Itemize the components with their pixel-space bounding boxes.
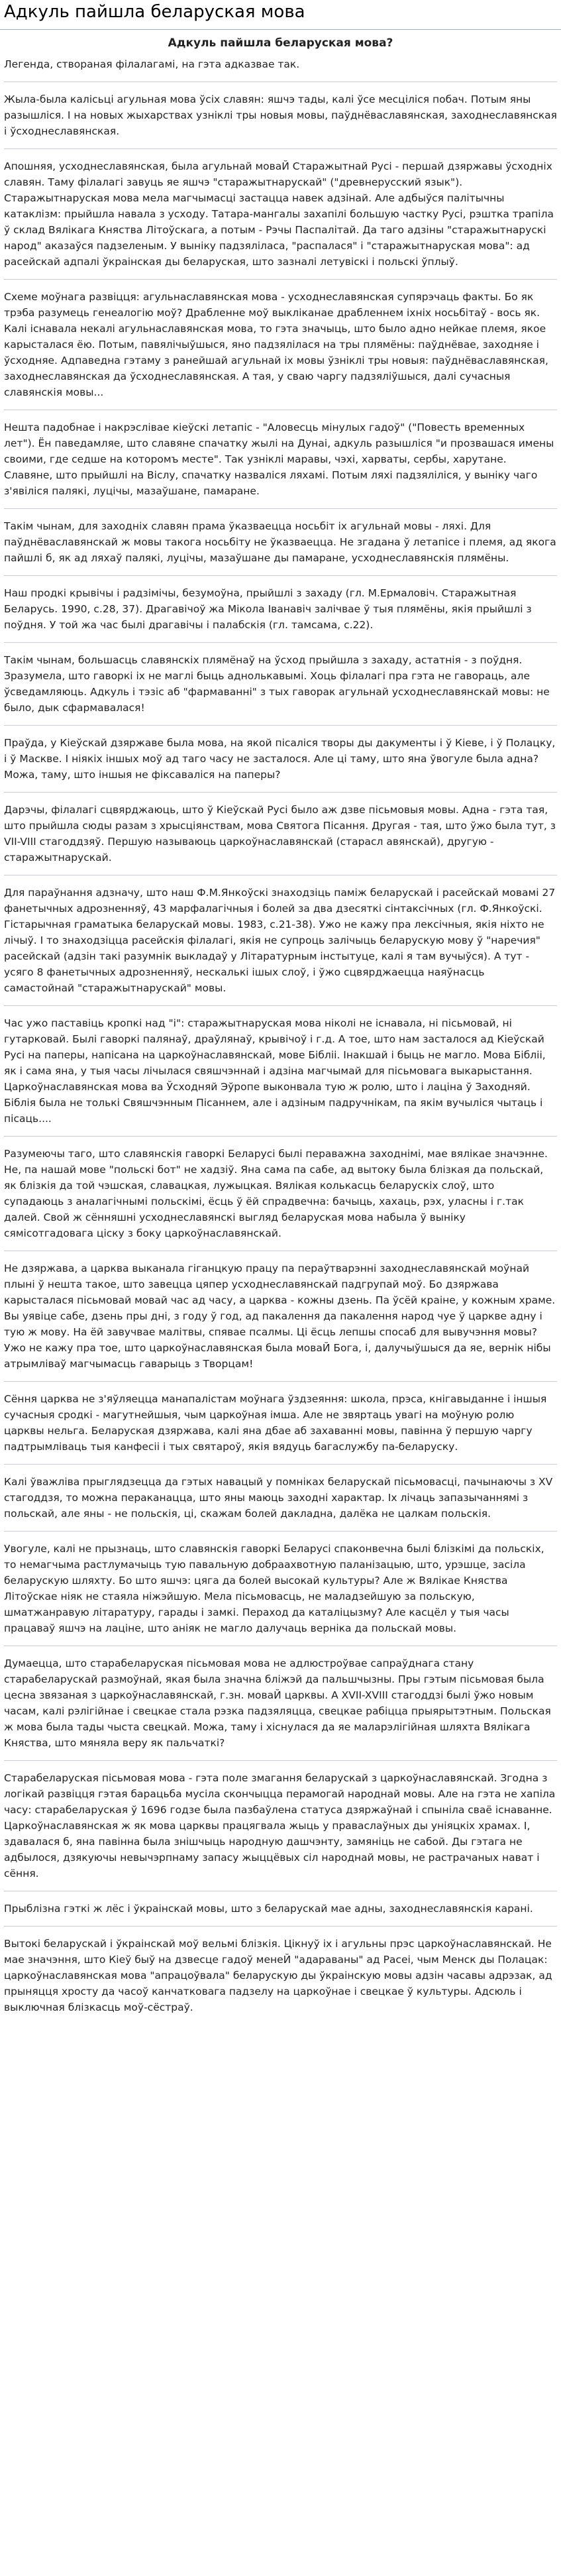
paragraph-12: Час ужо паставіць кропкі над "і": старажытнаруская мова ніколі не існавала, ні пісьмовай, ні гутарковай. Былі гаворкі палянаў, драўлянаў, крывічоў і г.д. А тое, што нам засталося ад Кіеўскай Русі на паперы, напісана на царкоўнаславянскай, мове Бібліі. Інакшай і быць не магло. Мова Бібліі, як і сама яна, у тыя часы лічылася свяшчэннай і адзіна магчымай для пісьмовага выкарыстання. Царкоўнаславянская мова ва Ўсходняй Эўропе выконвала тую ж ролю, што і лаціна ў Заходняй. Біблія была не толькі Свяшчэнным Пісаннем, але і адзіным падручнікам, па якім вучыліся чытаць і пісаць.... [4, 1017, 546, 1125]
paragraph-1: Легенда, створаная філалагамі, на гэта адказвае так. [4, 58, 300, 70]
divider [4, 725, 557, 726]
divider [4, 1464, 557, 1465]
paragraph-5: Нешта падобнае і накрэсліваe кіеўскі летапіс - "Аловесць мінулых гадоў" ("Повесть временных лет"). Ён паведамляе, што славяне спачатку жылі на Дунаі, адкуль разышліся "и прозвашася имены своими, где седше на которомъ месте". Так узніклі маравы, чэхі, харваты, сербы, харутане. Славяне, што прыйшлі на Віслу, спачатку назваліся ляхамі. Потым ляхі падзяліліся, у выніку чаго з'явіліся палякі, луцічы, мазаўшане, памаране. [4, 421, 554, 497]
paragraph-2: Жыла-была калісьці агульная мова ўсіх славян: яшчэ тады, калі ўсе месціліся побач. Потым яны разышліся. І на новых жыхарствах узніклі тры новыя мовы, паўднёваславянская, заходнеславянская і ўсходнеславянская. [4, 93, 558, 137]
divider [4, 1531, 557, 1532]
paragraph-7: Наш продкі крывічы і радзімічы, безумоўна, прыйшлі з захаду (гл. М.Ермаловіч. Старажытная Беларусь. 1990, с.28, 37). Драгавічоў жа Мікола Іванавіч залічвае ў тыя плямёны, якія прыйшлі з поўдня. У той жа час былі драгавічы і палабскія (гл. тамсама, с.22). [4, 587, 532, 631]
divider [4, 575, 557, 576]
paragraph-10: Дарэчы, філалагі сцвярджаюць, што ў Кіеўскай Русі было аж дзве пісьмовыя мовы. Адна - гэта тая, што прыйшла сюды разам з хрысціянствам, мова Святога Пісання. Другая - тая, што ўжо была тут, з VII-VIII стагоддзяў. Першую называюць царкоўнаславянскай (старасл авянскай), другую - старажытнарускай. [4, 804, 556, 864]
divider [4, 1760, 557, 1761]
divider [4, 1005, 557, 1006]
paragraph-21: Вытокі беларускай і ўкраінскай моў вельмі блізкія. Цікнуў іх і агульны прэс царкоўнаславянскай. Не мае значэння, што Кіеў быў на дзвесце гадоў менеЙ "адараваны" ад Расеі, чым Менск ды Полацак: царкоўнаславянская мова "апрацоўвала" беларускую ды ўкраінскую мовы адзін часавы адрэзак, ад прыняцця хросту да часоў канчатковага падзелу на царкоўнае і свецкае ў культуры. Адсюль і выключная блізкасць моў-сёстраў. [4, 1938, 552, 2013]
divider [4, 1926, 557, 1927]
divider [4, 508, 557, 509]
paragraph-14: Не дзяржава, а царква выканала гіганцкую працу па пераўтварэнні заходнеславянскай моўнай плыні ў нешта такое, што завецца цяпер усходнеславянскай падгрупай моў. Бо дзяржава карысталася пісьмовай мовай час ад часу, а царква - кожны дзень. Па ўсёй краіне, у кожным храме. Вы уявіце сабе, дзень пры дні, з году ў год, ад пакалення да пакалення народ чуе ў царкве адну і тую ж мову. На ёй завучвае малітвы, спявае псалмы. Ці ёсць лепшы спосаб для вывучэння мовы? Ужо не кажу пра тое, што царкоўнаславянская была моваЙ Бога, і, далучыўшыся да яе, вернік нібы атрымліваў магчымасць гаварыць з Творцам! [4, 1262, 556, 1370]
paragraph-8: Такім чынам, большасць славянскіх плямёнаў на ўсход прыйшла з захаду, астатнія - з поўдня. Зразумела, што гаворкі іх не маглі быць аднолькавымі. Хоць філалагі пра гэта не гавораць, але ўсведамляюць. Адкуль і тэзіс аб "фармаванні" з тых гаворак агульнай усходнеславянскай мовы: не было, дык сфармавалася! [4, 654, 550, 714]
paragraph-6: Такім чынам, для заходніх славян прама ўказваецца носьбіт іх агульнай мовы - ляхі. Для паўднёваславянскай ж мовы такога носьбіту не ўказваецца. Не згадана ў летапісе і племя, ад якога пайшлі б, як ад ляхаў палякі, луцічы, мазаўшане ды памаране, усходнеславянскія плямёны. [4, 520, 556, 564]
paragraph-19: Старабеларуская пісьмовая мова - гэта поле змагання беларускай з царкоўнаславянскай. Згодна з логікай развіцця гэтая барацьба мусіла скончыцца перамогай народнай мовы. Але на гэта не хапіла часу: старабеларуская ў 1696 годзе была пазбаўлена статуса дзяржаўнай і спыніла сваё існаванне. Царкоўнаславянская ж як мова царквы працягвала жыць у праваслаўных ды уніяцкіх храмах. І, здавалася б, яна павінна была знішчыць народную дашчэнту, замяніць не сабой. Ды гэтага не адбылося, дзякуючы невычэрпнаму запасу жыццёвых сіл народнай мовы, не растрачаных нават і сёння. [4, 1772, 556, 1879]
paragraph-16: Калі ўважліва прыглядзецца да гэтых навацый у помніках беларускай пісьмовасці, пачынаючы з XV стагоддзя, то можна пераканацца, што яны маюць заходні характар. Іх лічаць запазычаннямі з польскай, але яны - не польскія, ці, скажам болей дакладна, далёка не цалкам польскія. [4, 1476, 553, 1520]
article-heading: Адкуль пайшла беларуская мова? [168, 36, 393, 50]
page-title: Адкуль пайшла беларуская мова [0, 0, 561, 30]
divider [4, 1381, 557, 1382]
divider [4, 148, 557, 149]
paragraph-13: Разумеючы таго, што славянскія гаворкі Беларусі былі пераважна заходнімі, мае вялікае значэнне. Не, па нашай мове "польскі бот" не хадзіў. Яна сама па сабе, ад вытоку была блізкая да польскай, як блізкія да той чэшская, славацкая, лужыцкая. Вялікая колькасць беларускіх слоў, што супадаюць з аналагічнымі польскімі, ёсць ў ёй спрадвечна: бачыць, хахаць, рэх, уласны і г.так далей. Свой ж сённяшні усходнеславянскі выгляд беларуская мова набыла ў выніку сямісотгадовага ціску з боку царкоўнаславянскай. [4, 1148, 548, 1239]
divider [4, 1136, 557, 1137]
paragraph-11: Для параўнання адзначу, што наш Ф.М.Янкоўскі знаходзіць паміж беларускай і расейскай мовамі 27 фанетычных адрозненняў, 43 марфалагічныя і болей за два дзесяткі сінтаксічных (гл. Ф.Янкоўскі. Гістарычная граматыка беларускай мовы. 1983, с.21-38). Ужо не кажу пра лексічныя, якія ніхто не лічыў. І то знаходзіцца расейскія філалагі, якія не супроць залічыць беларускую мову ў "наречия" расейскай (адзін такі разумнік выкладаў у Літаратурным інстытуце, калі я там вучыўся). А тут - усяго 8 фанетычных адрозненняў, нескалькі ішых слоў, і ўжо сцвярджаецца наяўнасць самастойнай "старажытнарускай" мовы. [4, 887, 556, 994]
divider [4, 792, 557, 793]
paragraph-4: Схеме моўнага развіцця: агульнаславянская мова - усходнеславянская супярэчаць факты. Бо як трэба разумець генеалогію моў? Драбленне моў выкліканае драбленнем іхніх носьбітаў - вось як. Калі існавала некалі агульнаславянская мова, то гэта значыць, што было адно нейкае племя, якое карысталася ёю. Потым, павялічыўшыся, яно падзялілася на тры плямёны: паўднёвае, заходняе і ўсходняе. Адпаведна гэтаму з ранейшай агульнай іх мовы ўзніклі тры новыя: паўднёваславянская, заходнеславянская да ўсходнеславянская. А тая, у сваю чаргу падзяліўшыся, далі сучасныя славянскія мовы... [4, 291, 548, 398]
paragraph-15: Сёння царква не з'яўляецца манапалістам моўнага ўздзеяння: школа, прэса, кнігавыданне і іншыя сучасныя сродкі - магутнейшыя, чым царкоўная імша. Але не звяртаць увагі на моўную ролю царквы нельга. Беларуская дзяржава, калі яна дбае аб захаванні мовы, павінна ў першую чаргу падтрымліваць тыя канфесіі і тых святароў, якія вядуць багаслужбу па-беларуску. [4, 1393, 547, 1453]
divider [4, 642, 557, 643]
paragraph-17: Увогуле, калі не прызнаць, што славянскія гаворкі Беларусі спаконвечна былі блізкімі да польскіх, то немагчыма растлумачыць тую павальную добраахвотную паланізацыю, што, урэшце, засіла беларускую шляхту. Бо што яшчэ: цяга да болей высокай культуры? Але ж Вялікае Княства Літоўскае ніяк не стаяла ніжэйшую. Мела пісьмовасць, не маладзейшую за польскую, шматжанравую літаратуру, гарады і замкі. Пераход да каталіцызму? Але касцёл у тыя часы працаваў яшчэ на лаціне, што аніяк не магло далучаць верніка да польскай мовы. [4, 1543, 544, 1634]
paragraph-3: Апошняя, усходнеславянская, была агульнай моваЙ Старажытнай Русі - першай дзяржавы ўсходніх славян. Таму філалагі завуць яе яшчэ "старажытнарускай" ("древнерусский язык"). Старажытнаруская мова мела магчымасці застацца навек адзінай. Але адбыўся палітычны катаклізм: прыйшла навала з усходу. Татара-мангалы захапілі большую частку Русі, рэштка трапіла ў склад Вялікага Княства Літоўскага, а потым - Рэчы Паспалітай. Да таго адзіны "старажытнарускі народ" аказаўся падзеленым. У выніку падзяліласа, "распалася" і "старажытнаруская мова": ад расейскай адпалі ўкраінская ды беларуская, што зазналі летувіскі і польскі ўплыў. [4, 160, 554, 268]
paragraph-20: Прыблізна гэткі ж лёс і ўкраінскай мовы, што з беларускай мае адны, заходнеславянскія карані. [4, 1903, 533, 1915]
paragraph-9: Праўда, у Кіеўскай дзяржаве была мова, на якой пісаліся творы ды дакументы і ў Кіеве, і ў Полацку, і ў Маскве. І ніякіх іншых моў ад таго часу не засталося. Але ці таму, што яна ўвогуле была адна? Можа, таму, што іншыя не фіксаваліся на паперы? [4, 737, 556, 781]
paragraph-18: Думаецца, што старабеларуская пісьмовая мова не адлюстроўвае сапраўднага стану старабеларускай размоўнай, якая была значна бліжэй да пальшчызны. Пры гэтым пісьмовая была цесна звязаная з царкоўнаславянскай, г.зн. моваЙ царквы. А XVII-XVIII стагоддзі былі ўжо новым часам, калі рэлігійнае і свецкае стала рэзка падзяляцца, свецкае рабіцца прыярытэтным. Польская ж мова была тады чыста свецкай. Можа, таму і хіснулася да яе маларэлігійная шляхта Вялікага Княства, што мяняла веру як пальчаткі? [4, 1657, 551, 1749]
divider [4, 279, 557, 280]
article-body [0, 30, 561, 2015]
